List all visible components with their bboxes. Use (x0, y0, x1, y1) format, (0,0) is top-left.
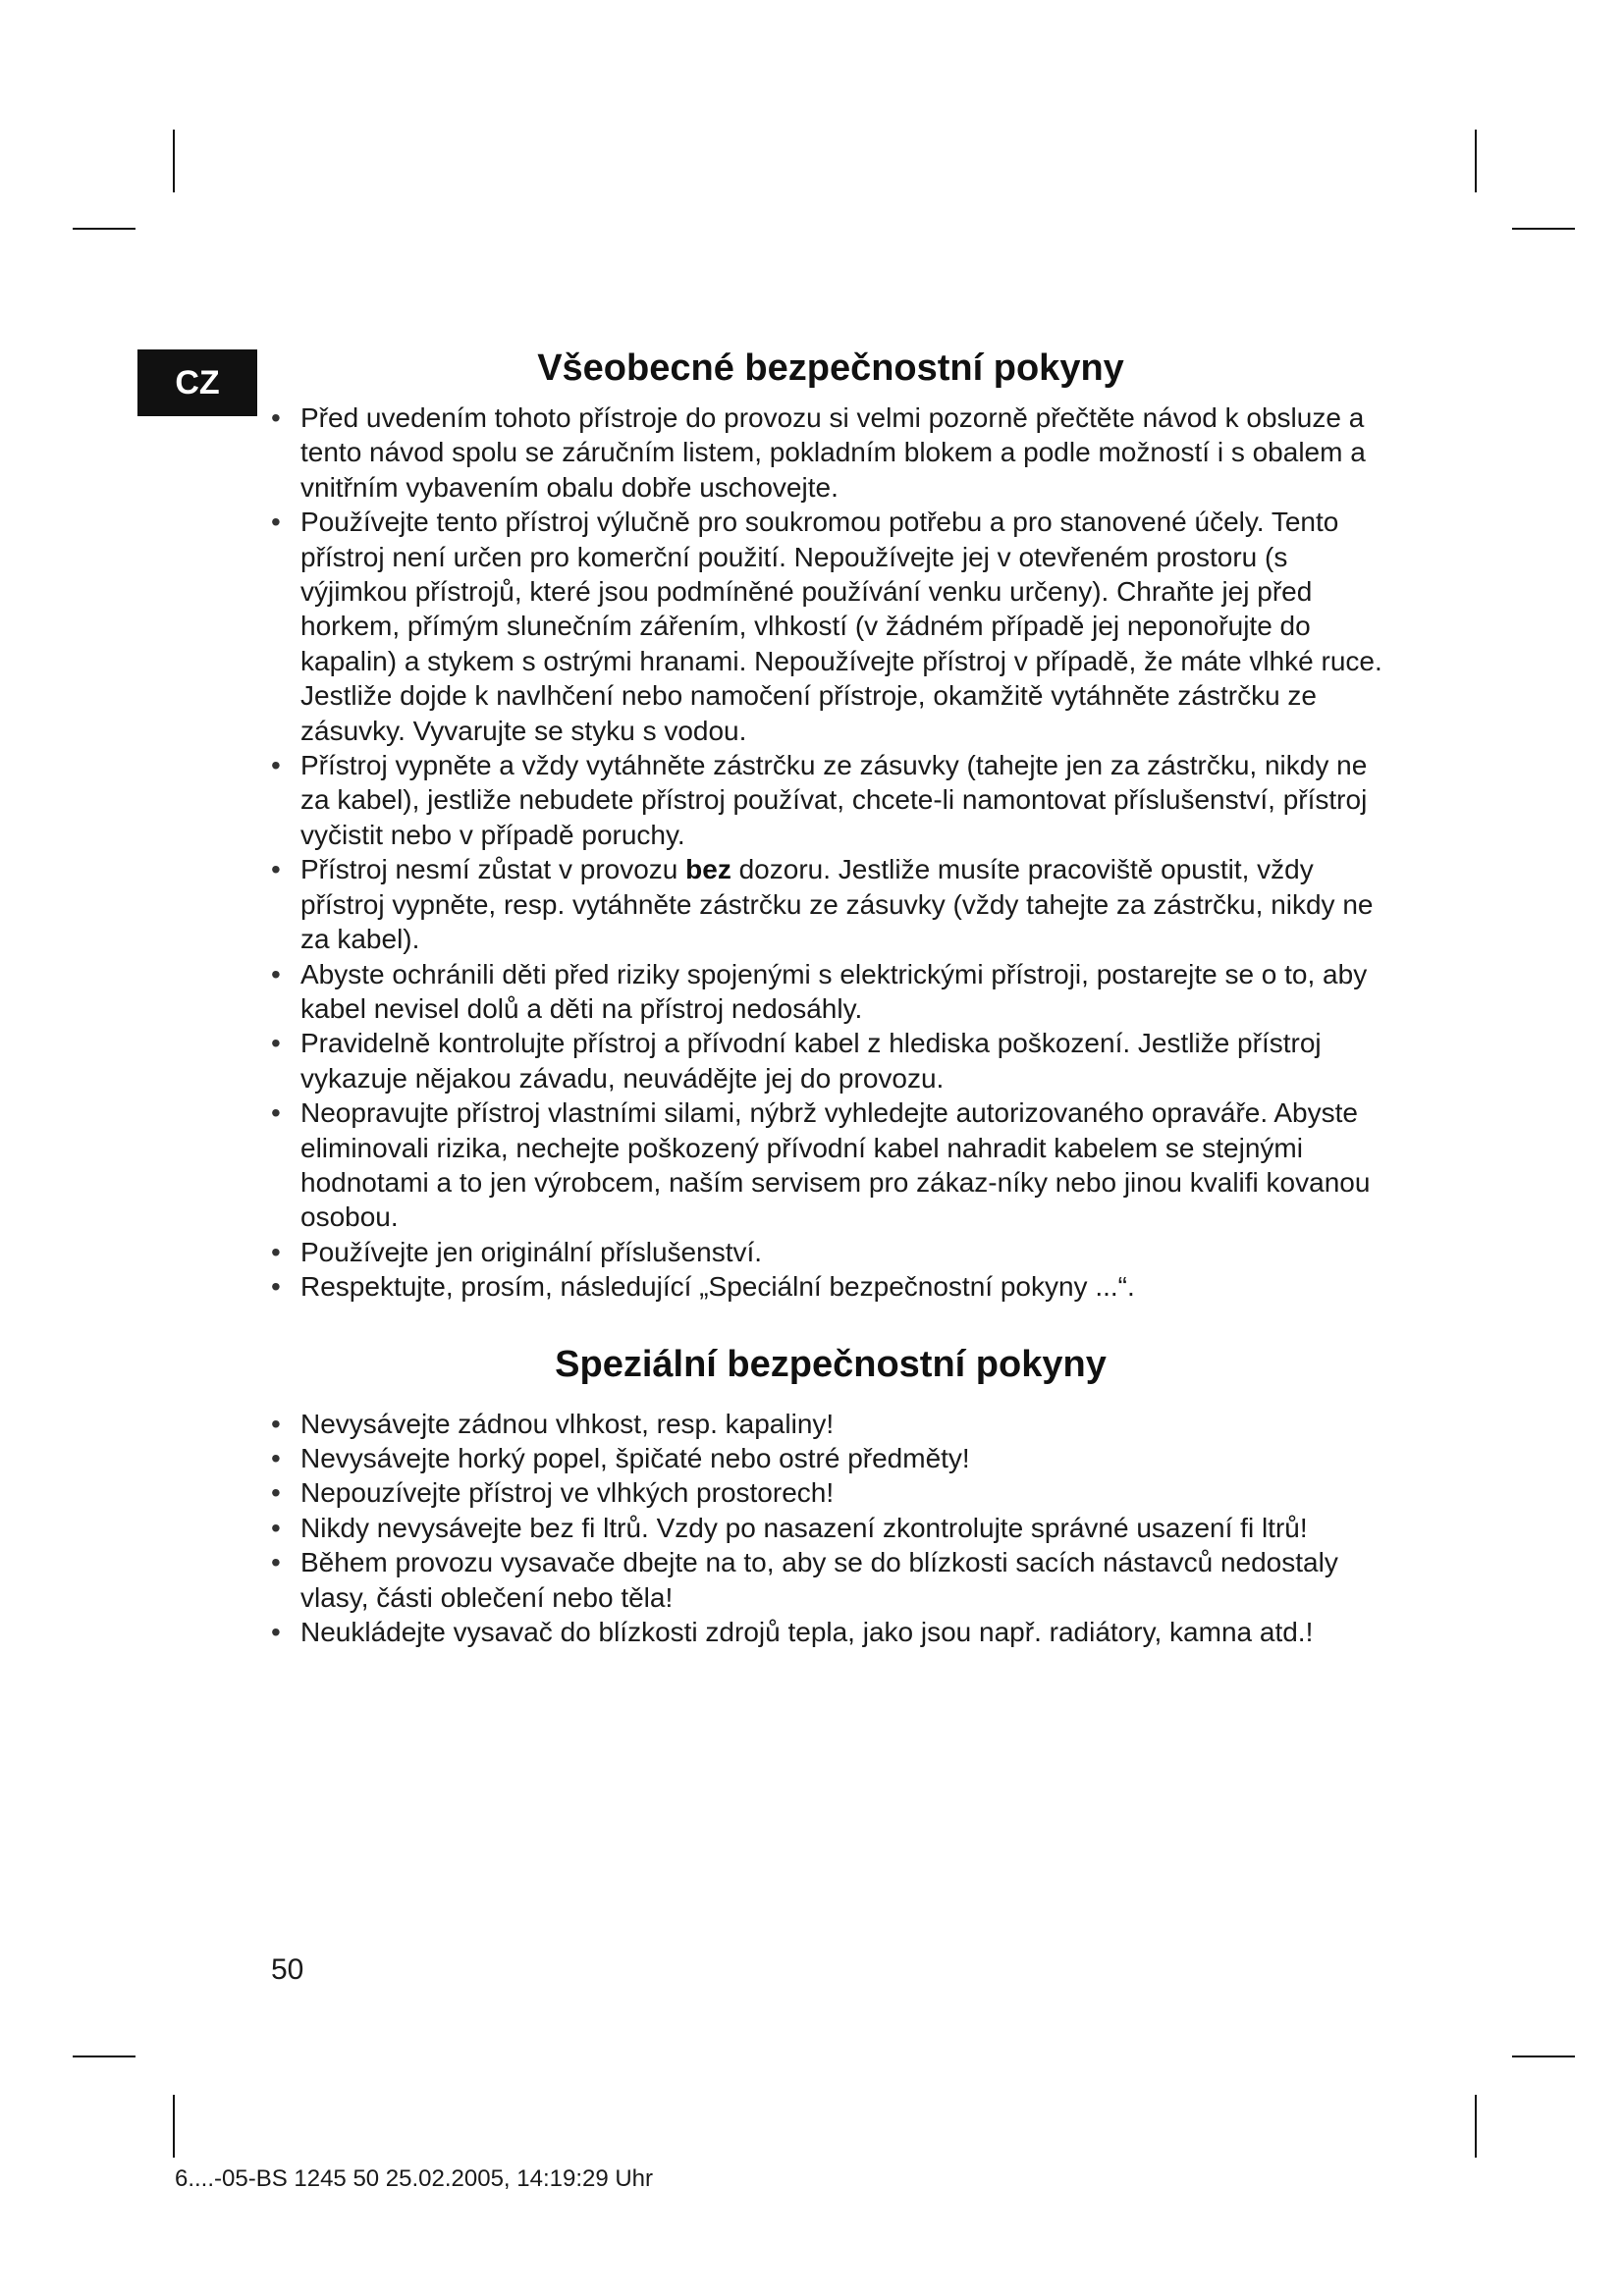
crop-mark-top-left-horizontal (73, 228, 135, 230)
list-item: • Neukládejte vysavač do blízkosti zdrojů tepla, jako jsou např. radiátory, kamna atd.! (271, 1615, 1390, 1649)
page-number: 50 (271, 1953, 304, 1986)
general-safety-list (271, 400, 1390, 1305)
list-item: • Neopravujte přístroj vlastními silami, nýbrž vyhledejte autorizovaného opraváře. Abyste eliminovali rizika, nechejte poškozený přívodní kabel nahradit kabelem se stejnými hodnotami a to jen výrobcem, naším servisem pro zákaz-níky nebo jinou kvalifi kovanou osobou. (271, 1095, 1390, 1235)
special-safety-list (271, 1407, 1390, 1650)
list-item: • Pravidelně kontrolujte přístroj a přívodní kabel z hlediska poškození. Jestliže přístroj vykazuje nějakou závadu, neuvádějte jej do provozu. (271, 1026, 1390, 1095)
page-content (271, 340, 1390, 1649)
list-item: • Během provozu vysavače dbejte na to, aby se do blízkosti sacích nástavců nedostaly vlasy, části oblečení nebo těla! (271, 1545, 1390, 1615)
crop-mark-bottom-left-horizontal (73, 2056, 135, 2057)
list-item: • Respektujte, prosím, následující „Speciální bezpečnostní pokyny ...“. (271, 1269, 1390, 1304)
list-item (271, 852, 1390, 956)
language-tab: CZ (137, 349, 257, 416)
bold-emphasis: bez (685, 854, 731, 885)
list-item: • Abyste ochránili děti před riziky spojenými s elektrickými přístroji, postarejte se o to, aby kabel nevisel dolů a děti na přístroj nedosáhly. (271, 957, 1390, 1027)
crop-mark-bottom-right-horizontal (1512, 2056, 1575, 2057)
list-item: • Přístroj vypněte a vždy vytáhněte zástrčku ze zásuvky (tahejte jen za zástrčku, nikdy ne za kabel), jestliže nebudete přístroj používat, chcete-li namontovat příslušenství, přístroj vyčistit nebo v případě poruchy. (271, 748, 1390, 852)
text-segment: dozoru. Jestliže musíte pracoviště opustit, vždy přístroj vypněte, resp. vytáhněte zástrčku ze zásuvky (vždy tahejte za zástrčku, nikdy ne za kabel). (300, 854, 1374, 955)
section-title-general: Všeobecné bezpečnostní pokyny (537, 347, 1124, 389)
list-item: • Nevysávejte horký popel, špičaté nebo ostré předměty! (271, 1441, 1390, 1475)
crop-mark-bottom-left-vertical (173, 2095, 175, 2158)
list-item: • Používejte jen originální příslušenství. (271, 1235, 1390, 1269)
list-item: • Nikdy nevysávejte bez fi ltrů. Vzdy po nasazení zkontrolujte správné usazení fi ltrů! (271, 1511, 1390, 1545)
section-title-special: Speziální bezpečnostní pokyny (555, 1343, 1107, 1385)
crop-mark-top-right-horizontal (1512, 228, 1575, 230)
crop-mark-top-left-vertical (173, 130, 175, 192)
list-item: • Nevysávejte zádnou vlhkost, resp. kapaliny! (271, 1407, 1390, 1441)
list-item: • Používejte tento přístroj výlučně pro soukromou potřebu a pro stanovené účely. Tento přístroj není určen pro komerční použití. Nepoužívejte jej v otevřeném prostoru (s výjimkou přístrojů, které jsou podmíněné používání venku určeny). Chraňte jej před horkem, přímým slunečním zářením, vlhkostí (v žádném případě jej neponořujte do kapalin) a stykem s ostrými hranami. Nepoužívejte přístroj v případě, že máte vlhké ruce. Jestliže dojde k navlhčení nebo namočení přístroje, okamžitě vytáhněte zástrčku ze zásuvky. Vyvarujte se styku s vodou. (271, 505, 1390, 748)
list-item: • Nepouzívejte přístroj ve vlhkých prostorech! (271, 1475, 1390, 1510)
crop-mark-bottom-right-vertical (1475, 2095, 1477, 2158)
list-item: • Před uvedením tohoto přístroje do provozu si velmi pozorně přečtěte návod k obsluze a tento návod spolu se záručním listem, pokladním blokem a podle možností i s obalem a vnitřním vybavením obalu dobře uschovejte. (271, 400, 1390, 505)
crop-mark-top-right-vertical (1475, 130, 1477, 192)
print-info: 6....-05-BS 1245 50 25.02.2005, 14:19:29 Uhr (175, 2165, 654, 2192)
text-segment: Přístroj nesmí zůstat v provozu (300, 854, 686, 885)
